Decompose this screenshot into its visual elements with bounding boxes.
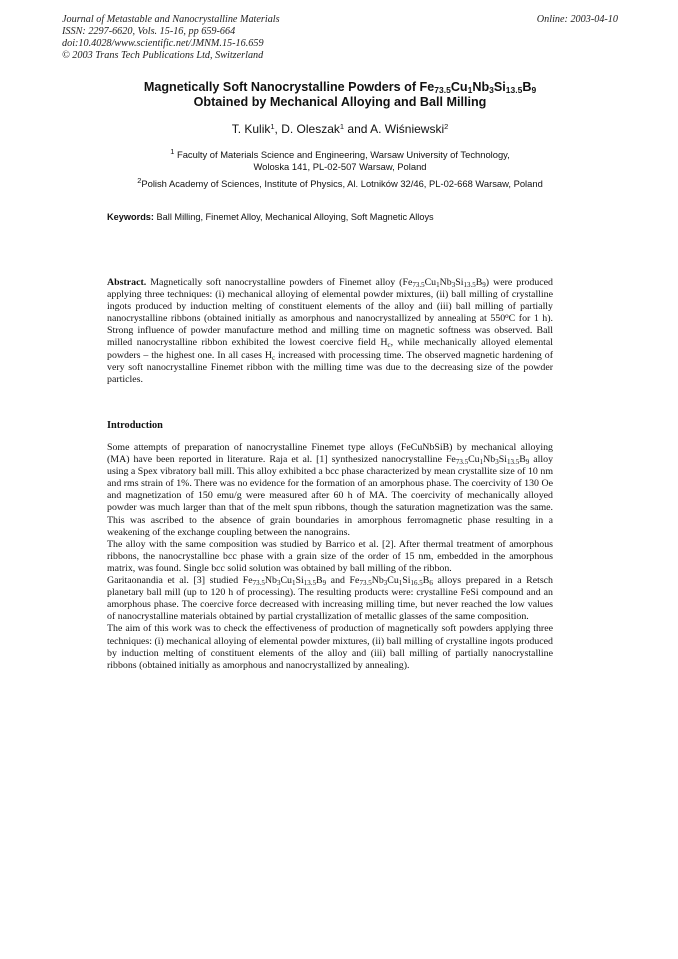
subscript: 73.5 bbox=[359, 579, 372, 588]
abstract-text: Cu bbox=[424, 277, 437, 288]
body-text: Si bbox=[498, 454, 507, 466]
subscript: 9 bbox=[525, 458, 530, 467]
subscript: 3 bbox=[383, 579, 388, 588]
online-date: Online: 2003-04-10 bbox=[536, 14, 618, 25]
affiliation-2 bbox=[70, 178, 610, 190]
body-text: and Fe bbox=[326, 575, 360, 587]
subscript: 1 bbox=[398, 579, 403, 588]
abstract-text: Si bbox=[455, 277, 464, 288]
abstract-paragraph bbox=[107, 277, 553, 386]
abstract-label: Abstract. bbox=[107, 277, 147, 288]
author-name: , D. Oleszak bbox=[274, 122, 340, 136]
journal-doi: doi:10.4028/www.scientific.net/JMNM.15-16.659 bbox=[62, 38, 264, 49]
affiliation-text: Faculty of Materials Science and Engineering, Warsaw University of Technology, bbox=[174, 149, 510, 160]
body-text: Nb bbox=[264, 575, 277, 587]
body-text: alloy using a Spex vibratory ball mill. This alloy exhibited a bcc phase characterized by mean crystallite size of 10 nm and rms strain of 1%. There was no evidence for the formation of an amorphous phase. The coercivity of 130 Oe and magnetization of 150 emu/g were measured after 60 h of MA. The coercivity of mechanically alloyed powder was much larger than that of the melt spun ribbons, though the saturation magnetization was the same. This was ascribed to the absence of grain boundaries in amorphous ferromagnetic phase resulting in a weakening of the exchange coupling between the nanograins. bbox=[107, 454, 554, 538]
affiliation-1 bbox=[100, 149, 580, 173]
subscript: 73.5 bbox=[252, 579, 265, 588]
title-subscript: 3 bbox=[489, 85, 494, 95]
abstract-text: ) were produced applying three techniques: (i) mechanical alloying of elemental powder mixtures, (ii) ball milling of crystalline ingots produced by induction melting of constituent elements of the alloy and (iii) ball milling of partially nanocrystalline ribbons (obtained initially as amorphous and nanocrystallized by annealing at 550 bbox=[107, 277, 553, 325]
title-text: Cu bbox=[450, 80, 468, 94]
subscript: 13.5 bbox=[463, 281, 476, 289]
journal-copyright: © 2003 Trans Tech Publications Ltd, Switzerland bbox=[62, 50, 264, 61]
abstract-text: B bbox=[475, 277, 483, 288]
subscript: 3 bbox=[451, 281, 456, 289]
abstract-text: Nb bbox=[439, 277, 452, 288]
subscript: 6 bbox=[429, 579, 433, 588]
abstract-text: , while mechanically alloyed elemental powders – the highest one. In all cases H bbox=[107, 337, 553, 361]
subscript: 9 bbox=[482, 281, 486, 289]
subscript: c bbox=[387, 341, 391, 350]
subscript: 1 bbox=[479, 458, 484, 467]
subscript: 13.5 bbox=[303, 579, 316, 588]
body-text: Nb bbox=[483, 454, 496, 466]
subscript: 1 bbox=[291, 579, 296, 588]
body-text: B bbox=[519, 454, 526, 466]
keywords-text: Ball Milling, Finemet Alloy, Mechanical Alloying, Soft Magnetic Alloys bbox=[153, 212, 434, 222]
title-subscript: 73.5 bbox=[434, 85, 451, 95]
keywords-label: Keywords: bbox=[107, 212, 154, 222]
body-text: B bbox=[422, 575, 430, 587]
author-affil-mark: 2 bbox=[444, 122, 449, 131]
title-text: B bbox=[522, 80, 532, 94]
affiliation-mark: 1 bbox=[170, 147, 175, 156]
subscript: 1 bbox=[436, 281, 440, 289]
abstract bbox=[107, 277, 553, 386]
subscript: 73.5 bbox=[455, 458, 469, 467]
subscript: 13.5 bbox=[506, 458, 520, 467]
title-line-2: Obtained by Mechanical Alloying and Ball Milling bbox=[193, 95, 487, 109]
subscript: 9 bbox=[322, 579, 327, 588]
affiliation-mark: 2 bbox=[137, 176, 142, 185]
title-subscript: 9 bbox=[531, 85, 537, 95]
intro-paragraph-3 bbox=[107, 575, 553, 623]
abstract-text: increased with processing time. The observed magnetic hardening of very soft nanocrystalline Finemet ribbon with the milling time was due to the decreasing size of the powder particles. bbox=[107, 349, 553, 385]
journal-header bbox=[62, 14, 618, 62]
abstract-text: Magnetically soft nanocrystalline powders of Finemet alloy (Fe bbox=[146, 277, 413, 288]
title-text: Nb bbox=[472, 80, 490, 94]
title-text: Si bbox=[493, 80, 506, 94]
introduction-body bbox=[107, 442, 553, 672]
subscript: c bbox=[271, 353, 276, 362]
body-text: Cu bbox=[387, 575, 399, 587]
body-text: Cu bbox=[468, 454, 480, 466]
author-name: and A. Wiśniewski bbox=[344, 122, 445, 136]
author-list bbox=[80, 122, 600, 136]
intro-paragraph-4: The aim of this work was to check the effectiveness of production of magnetically soft powders applying three techniques: (i) mechanical alloying of elemental powder mixtures, (ii) ball milling of crystalline ingots produced by induction melting of constituent elements of the alloy and (iii) ball milling of partially nanocrystalline ribbons (obtained initially as amorphous and nanocrystallized by annealing). bbox=[107, 623, 553, 671]
title-subscript: 13.5 bbox=[505, 85, 523, 95]
affiliation-text: Polish Academy of Sciences, Institute of Physics, Al. Lotników 32/46, PL-02-668 Warsaw, Poland bbox=[141, 178, 543, 189]
body-text: Garitaonandia et al. [3] studied Fe bbox=[107, 575, 253, 587]
body-text: alloys prepared in a Retsch planetary ball mill (up to 120 h of processing). The resulting products were: crystalline FeSi compound and an amorphous phase. The coercive force decreased with increasing milling time, but never reached the low values of nanocrystalline materials obtained by partial crystallization of metallic glasses of the same composition. bbox=[107, 575, 553, 623]
author-affil-mark: 1 bbox=[270, 122, 275, 131]
intro-paragraph-2: The alloy with the same composition was studied by Barrico et al. [2]. After thermal treatment of amorphous ribbons, the nanocrystalline bcc phase with a grain size of the order of 15 nm, embedded in the amorphous matrix, was found. Single bcc solid solution was obtained by ball milling of the ribbon. bbox=[107, 538, 553, 574]
body-text: Cu bbox=[280, 575, 292, 587]
title-text: Magnetically Soft Nanocrystalline Powders of Fe bbox=[143, 80, 435, 94]
keywords bbox=[107, 211, 587, 223]
affiliation-text: Woloska 141, PL-02-507 Warsaw, Poland bbox=[253, 161, 427, 172]
abstract-text: C for 1 h). Strong influence of powder manufacture method and milling time on magnetic softness was observed. Ball milled nanocrystalline ribbon exhibited the lowest coercive field H bbox=[107, 313, 554, 349]
journal-name: Journal of Metastable and Nanocrystalline Materials bbox=[62, 14, 280, 25]
subscript: 3 bbox=[276, 579, 281, 588]
body-text: Some attempts of preparation of nanocrystalline Finemet type alloys (FeCuNbSiB) by mechanical alloying (MA) have been reported in literature. Raja et al. [1] synthesized nanocrystalline Fe bbox=[107, 442, 553, 466]
intro-paragraph-1 bbox=[107, 442, 553, 539]
subscript: 3 bbox=[495, 458, 499, 467]
section-heading-introduction: Introduction bbox=[107, 420, 163, 431]
subscript: 73.5 bbox=[412, 281, 425, 289]
body-text: B bbox=[315, 575, 323, 587]
body-text: Si bbox=[295, 575, 304, 587]
paper-title bbox=[80, 80, 600, 110]
superscript: o bbox=[505, 312, 509, 321]
author-name: T. Kulik bbox=[231, 122, 271, 136]
title-subscript: 1 bbox=[467, 85, 473, 95]
body-text: Si bbox=[402, 575, 411, 587]
body-text: Nb bbox=[371, 575, 384, 587]
subscript: 16.5 bbox=[410, 579, 423, 588]
author-affil-mark: 1 bbox=[339, 122, 345, 131]
journal-issn: ISSN: 2297-6620, Vols. 15-16, pp 659-664 bbox=[62, 26, 236, 37]
